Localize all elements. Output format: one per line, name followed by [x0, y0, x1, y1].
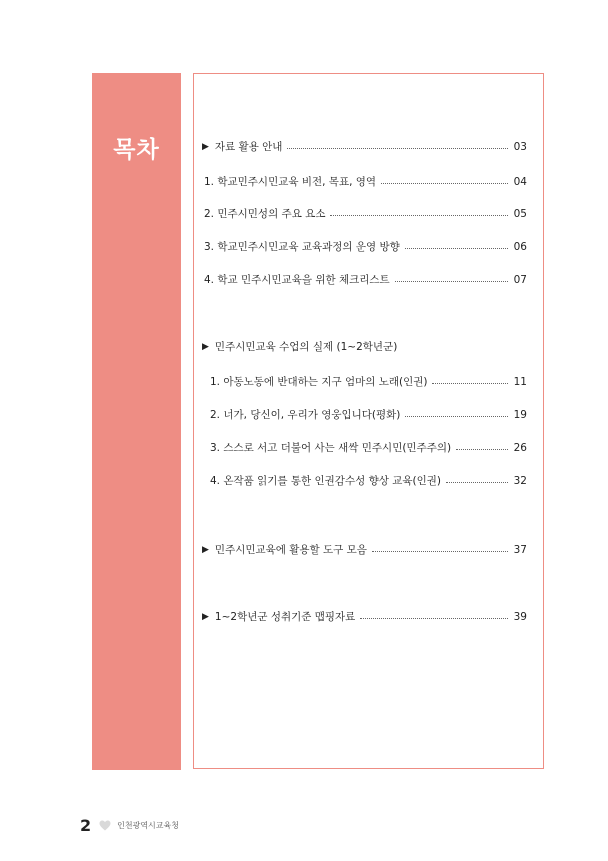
toc-page-number: 32: [513, 475, 527, 487]
toc-page-number: 39: [513, 611, 527, 623]
toc-entry-text: 민주시민교육에 활용할 도구 모음: [214, 544, 367, 556]
toc-entry-text: 4. 학교 민주시민교육을 위한 체크리스트: [204, 274, 390, 286]
toc-page-number: 04: [513, 176, 527, 188]
dot-leader: [360, 618, 508, 619]
toc-entry-lesson-3[interactable]: [210, 441, 527, 455]
toc-entry-tools[interactable]: [202, 543, 527, 557]
toc-page-number: 05: [513, 208, 527, 220]
toc-entry-text: 민주시민교육 수업의 실제 (1~2학년군): [214, 341, 398, 353]
toc-entry-vision[interactable]: [204, 175, 527, 189]
organization-name: 인천광역시교육청: [117, 821, 179, 830]
heart-icon: [99, 820, 111, 831]
toc-entry-text: 1~2학년군 성취기준 맵핑자료: [214, 611, 356, 623]
toc-page-number: 11: [513, 376, 527, 388]
dot-leader: [432, 383, 508, 384]
toc-entry-text: 2. 민주시민성의 주요 요소: [204, 208, 326, 220]
toc-entry-text: 3. 스스로 서고 더불어 사는 새싹 민주시민(민주주의): [210, 442, 452, 454]
dot-leader: [287, 148, 508, 149]
page-number: 2: [80, 816, 92, 835]
toc-entry-text: 1. 학교민주시민교육 비전, 목표, 영역: [204, 176, 377, 188]
toc-entry-direction[interactable]: [204, 240, 527, 254]
sidebar-band: [92, 73, 181, 770]
toc-entry-mapping[interactable]: [202, 610, 527, 624]
arrow-right-icon: ▶: [202, 142, 209, 152]
toc-page-number: 06: [513, 241, 527, 253]
toc-entry-text: 4. 온작품 읽기를 통한 인권감수성 향상 교육(인권): [210, 475, 441, 487]
toc-title: 목차: [113, 137, 160, 163]
toc-entry-guide[interactable]: [202, 140, 527, 154]
toc-box: [193, 73, 544, 769]
arrow-right-icon: ▶: [202, 545, 209, 555]
arrow-right-icon: ▶: [202, 342, 209, 352]
toc-entry-lesson-1[interactable]: [210, 375, 527, 389]
toc-entry-lesson-4[interactable]: [210, 474, 527, 488]
toc-entry-text: 2. 너가, 당신이, 우리가 영웅입니다(평화): [210, 409, 401, 421]
toc-page-number: 03: [513, 141, 527, 153]
dot-leader: [395, 281, 508, 282]
page-footer: [80, 816, 179, 835]
toc-entry-elements[interactable]: [204, 207, 527, 221]
toc-entry-lesson-2[interactable]: [210, 408, 527, 422]
dot-leader: [446, 482, 508, 483]
toc-page-number: 07: [513, 274, 527, 286]
toc-entry-checklist[interactable]: [204, 273, 527, 287]
arrow-right-icon: ▶: [202, 612, 209, 622]
dot-leader: [405, 416, 508, 417]
dot-leader: [330, 215, 508, 216]
dot-leader: [405, 248, 508, 249]
toc-section-practice[interactable]: [202, 340, 527, 354]
toc-entry-text: 1. 아동노동에 반대하는 지구 엄마의 노래(인권): [210, 376, 428, 388]
toc-entry-text: 자료 활용 안내: [214, 141, 283, 153]
dot-leader: [456, 449, 508, 450]
toc-page-number: 37: [513, 544, 527, 556]
toc-page-number: 19: [513, 409, 527, 421]
dot-leader: [372, 551, 508, 552]
dot-leader: [381, 183, 508, 184]
toc-page-number: 26: [513, 442, 527, 454]
toc-entry-text: 3. 학교민주시민교육 교육과정의 운영 방향: [204, 241, 400, 253]
